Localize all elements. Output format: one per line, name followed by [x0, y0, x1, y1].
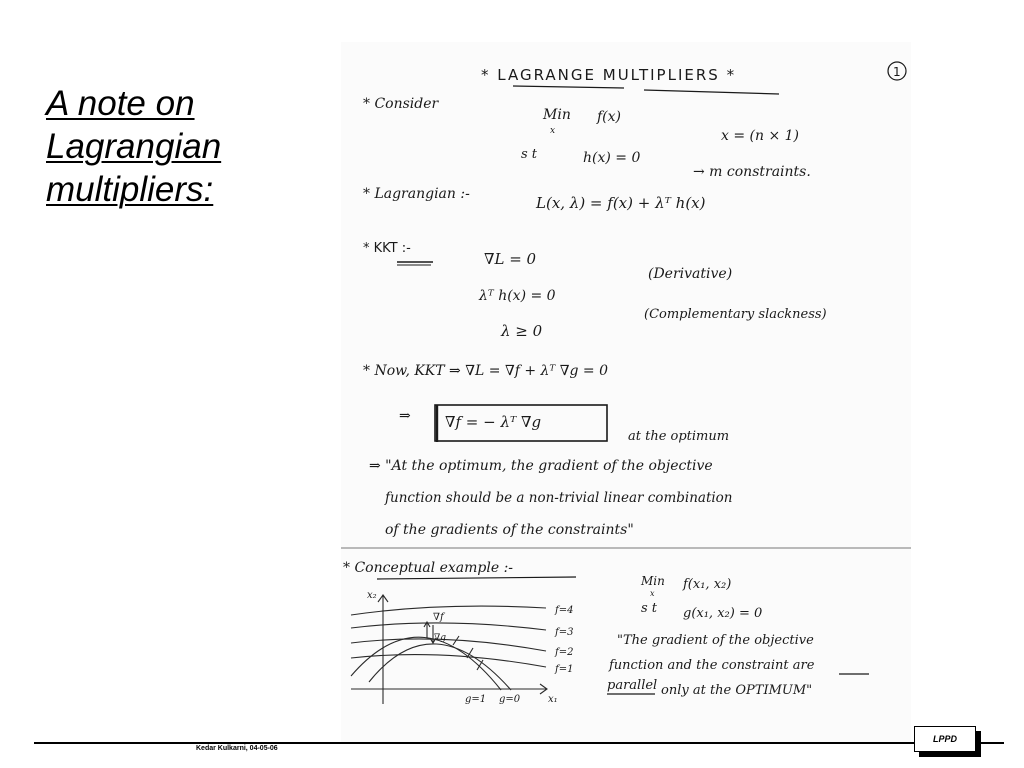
kkt-complementarity-note: (Complementary slackness) — [644, 307, 827, 322]
sketch-y-axis-label: x₂ — [367, 590, 377, 601]
constraint-equation: h(x) = 0 — [583, 150, 641, 166]
conceptual-label: * Conceptual example :- — [343, 560, 514, 576]
kkt-nonnegativity: λ ≥ 0 — [501, 322, 543, 340]
objective-function: f(x) — [597, 109, 622, 125]
example-quote-3b: only at the OPTIMUM" — [661, 683, 813, 698]
slide-title: A note on Lagrangian multipliers: — [46, 84, 222, 209]
example-constraint: g(x₁, x₂) = 0 — [683, 606, 763, 621]
lagrangian-label: * Lagrangian :- — [363, 186, 470, 202]
lagrangian-equation: L(x, λ) = f(x) + λᵀ h(x) — [536, 194, 706, 212]
boxed-note: at the optimum — [628, 429, 730, 444]
example-objective: f(x₁, x₂) — [683, 577, 732, 592]
example-quote-1: "The gradient of the objective — [617, 633, 814, 648]
example-quote-3a: parallel — [607, 678, 658, 693]
kkt-stationarity-note: (Derivative) — [648, 266, 733, 282]
example-quote-2: function and the constraint are — [609, 658, 815, 673]
boxed-arrow: ⇒ — [399, 408, 411, 424]
x-dimension: x = (n × 1) — [721, 128, 800, 144]
kkt-label: * KKT :- — [363, 241, 411, 256]
quote-line-3: of the gradients of the constraints" — [385, 522, 634, 538]
footer-author: Kedar Kulkarni, 04-05-06 — [196, 745, 278, 752]
handwritten-note-image — [341, 42, 911, 744]
st-label: s t — [521, 147, 538, 162]
sketch-x-axis-label: x₁ — [548, 694, 558, 705]
sketch-grad-f: ∇f — [433, 612, 444, 623]
sketch-contour-label: f=4 — [555, 605, 574, 616]
sketch-contour-label: f=2 — [555, 647, 574, 658]
quote-line-2: function should be a non-trivial linear combination — [385, 490, 733, 506]
now-kkt-line: * Now, KKT ⇒ ∇L = ∇f + λᵀ ∇g = 0 — [363, 363, 609, 379]
sketch-g-label: g=0 — [499, 694, 521, 705]
min-label: Min — [543, 107, 571, 123]
note-page-number: 1 — [893, 65, 901, 79]
example-min-subscript: x — [650, 589, 655, 598]
example-st: s t — [641, 601, 658, 616]
kkt-stationarity: ∇L = 0 — [484, 250, 537, 268]
sketch-contour-label: f=3 — [555, 627, 574, 638]
sketch-g-label: g=1 — [465, 694, 487, 705]
quote-line-1: ⇒ "At the optimum, the gradient of the objective — [369, 458, 713, 474]
contour-sketch — [351, 595, 547, 704]
boxed-equation: ∇f = − λᵀ ∇g — [445, 413, 542, 431]
note-heading: * LAGRANGE MULTIPLIERS * — [481, 66, 737, 84]
constraint-note: → m constraints. — [693, 164, 811, 180]
example-min-label: Min — [641, 574, 665, 588]
kkt-complementarity: λᵀ h(x) = 0 — [479, 288, 556, 304]
sketch-contour-label: f=1 — [555, 664, 574, 675]
min-subscript: x — [550, 126, 556, 136]
footer-rule — [34, 742, 1004, 744]
lppd-logo: LPPD — [914, 726, 976, 752]
consider-label: * Consider — [363, 96, 439, 112]
sketch-grad-g: ∇g — [434, 633, 447, 643]
